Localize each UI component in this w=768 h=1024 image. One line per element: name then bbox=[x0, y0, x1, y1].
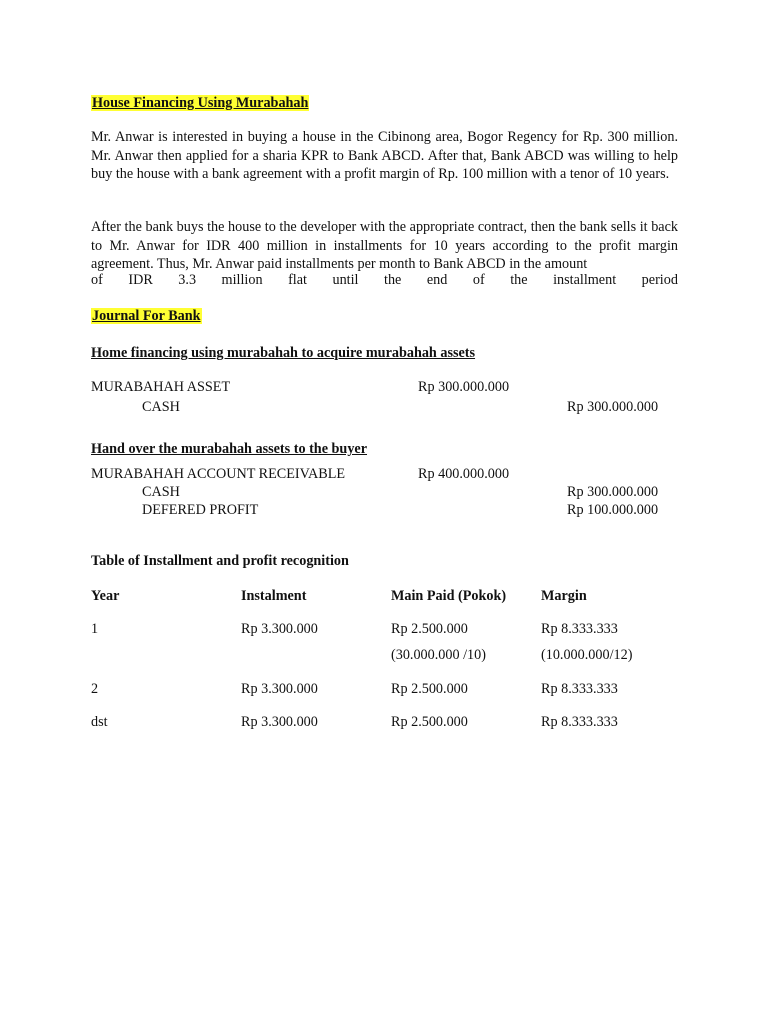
section1-title: Home financing using murabahah to acquire murabahah assets bbox=[91, 345, 476, 361]
table-cell-note: (30.000.000 /10) bbox=[391, 647, 486, 663]
section2-credit1-amount: Rp 300.000.000 bbox=[567, 484, 659, 500]
table-cell: Rp 2.500.000 bbox=[391, 621, 468, 637]
section2-credit1-account: CASH bbox=[142, 484, 180, 500]
table-cell: 2 bbox=[91, 681, 99, 697]
table-header-year: Year bbox=[91, 588, 120, 604]
section1-debit-amount: Rp 300.000.000 bbox=[418, 379, 510, 395]
table-cell: Rp 2.500.000 bbox=[391, 681, 468, 697]
section2-debit-amount: Rp 400.000.000 bbox=[418, 466, 510, 482]
table-cell: Rp 8.333.333 bbox=[541, 681, 618, 697]
table-cell: 1 bbox=[91, 621, 99, 637]
contract-paragraph: After the bank buys the house to the developer with the appropriate contract, then the bank sells it back to Mr. Anwar for IDR 400 million in installments for 10 years according to the profit margin agreement. Thus, Mr. Anwar paid installments per month to Bank ABCD in the amount bbox=[91, 219, 678, 272]
word: 3.3 bbox=[178, 272, 197, 288]
table-cell: Rp 8.333.333 bbox=[541, 621, 618, 637]
section2-credit2-amount: Rp 100.000.000 bbox=[567, 502, 659, 518]
word: end bbox=[426, 272, 448, 288]
table-cell-note: (10.000.000/12) bbox=[541, 647, 633, 663]
word: the bbox=[384, 272, 402, 288]
word: installment bbox=[553, 272, 617, 288]
table-cell: Rp 3.300.000 bbox=[241, 714, 318, 730]
section2-debit-account: MURABAHAH ACCOUNT RECEIVABLE bbox=[91, 466, 346, 482]
table-cell: Rp 8.333.333 bbox=[541, 714, 618, 730]
table-header-main-paid: Main Paid (Pokok) bbox=[391, 588, 507, 604]
intro-paragraph: Mr. Anwar is interested in buying a house in the Cibinong area, Bogor Regency for Rp. 300 million. Mr. Anwar then applied for a sharia KPR to Bank ABCD. After that, Bank ABCD was willing to help buy the house with a bank agreement with a profit margin of Rp. 100 million with a tenor of 10 years. bbox=[91, 129, 678, 182]
contract-paragraph-last-line bbox=[91, 271, 678, 289]
table-cell: dst bbox=[91, 714, 108, 730]
word: the bbox=[510, 272, 528, 288]
word: until bbox=[332, 272, 359, 288]
table-header-margin: Margin bbox=[541, 588, 587, 604]
word: of bbox=[91, 272, 103, 288]
section2-title: Hand over the murabahah assets to the buyer bbox=[91, 441, 368, 457]
word: period bbox=[641, 272, 678, 288]
journal-heading: Journal For Bank bbox=[92, 308, 201, 324]
table-cell: Rp 2.500.000 bbox=[391, 714, 468, 730]
document-heading: House Financing Using Murabahah bbox=[92, 95, 309, 111]
word: million bbox=[221, 272, 263, 288]
section1-credit-account: CASH bbox=[142, 399, 180, 415]
word: flat bbox=[288, 272, 307, 288]
table-cell: Rp 3.300.000 bbox=[241, 681, 318, 697]
word: IDR bbox=[128, 272, 153, 288]
word: of bbox=[472, 272, 485, 288]
table-cell: Rp 3.300.000 bbox=[241, 621, 318, 637]
table-title: Table of Installment and profit recognition bbox=[91, 553, 349, 569]
section1-credit-amount: Rp 300.000.000 bbox=[567, 399, 659, 415]
section2-credit2-account: DEFERED PROFIT bbox=[142, 502, 259, 518]
section1-debit-account: MURABAHAH ASSET bbox=[91, 379, 231, 395]
table-header-instalment: Instalment bbox=[241, 588, 307, 604]
